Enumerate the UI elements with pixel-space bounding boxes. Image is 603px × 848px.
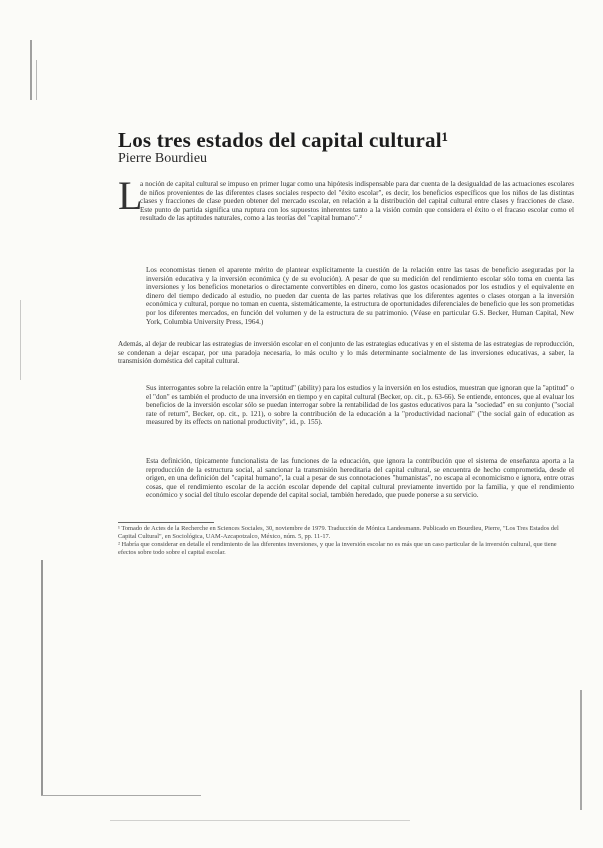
paragraph-text: Sus interrogantes sobre la relación entre la "aptitud" (ability) para los estudios y la inversión en los estudios, muestran que ignoran que la "aptitud" o el "don" es también el producto de una inversión en tiempo y en capital cultural (Becker, op. cit., p. 63-66). Se entiende, entonces, que al evaluar los beneficios de la inversión escolar sólo se puedan interrogar sobre la rentabilidad de los gastos educativos para la "sociedad" en su conjunto ("social rate of return", Becker, op. cit., p. 121), o sobre la contribución de la educación a la "productividad nacional" ("the social gain of education as measured by its effects on national productivity", id., p. 155). bbox=[146, 384, 574, 427]
scan-edge-mark bbox=[30, 40, 32, 100]
paragraph-text: Esta definición, típicamente funcionalista de las funciones de la educación, que ignora la contribución que el sistema de enseñanza aporta a la reproducción de la estructura social, al sancionar la transmisión hereditaria del capital cultural, se encuentra de hecho comprometida, desde el origen, en una definición del "capital humano", la cual a pesar de sus connotaciones "humanistas", no escapa al economicismo e ignora, entre otras cosas, que el rendimiento escolar de la acción escolar depende del capital cultural previamente invertido por la familia, y que el rendimiento económico y social del título escolar depende del capital social, también heredado, que puede ponerse a su servicio. bbox=[146, 457, 574, 500]
paragraph-indented-economists bbox=[146, 266, 574, 332]
paragraph-indented-aptitude bbox=[146, 384, 574, 454]
footnote: ¹ Tomado de Actes de la Recherche en Sciences Sociales, 30, noviembre de 1979. Traducción de Mónica Landesmann. Publicado en Bourdieu, Pierre, "Los Tres Estados del Capital Cultural", en Sociológica, UAM-Azcapotzalco, México, núm. 5, pp. 11-17. bbox=[118, 525, 559, 540]
scan-edge-mark bbox=[41, 795, 201, 796]
scan-edge-mark bbox=[41, 560, 43, 795]
paragraph-indented-definition bbox=[146, 457, 574, 517]
footnotes bbox=[118, 525, 574, 585]
paragraph-text: a noción de capital cultural se impuso en primer lugar como una hipótesis indispensable para dar cuenta de la desigualdad de las actuaciones escolares de niños provenientes de las diferentes clases sociales respecto del "éxito escolar", es decir, los beneficios específicos que los niños de las distintas clases y fracciones de clase pueden obtener del mercado escolar, en relación a la distribución del capital cultural entre clases y fracciones de clase. Este punto de partida significa una ruptura con los supuestos inherentes tanto a la visión común que considera el éxito o el fracaso escolar como el resultado de las aptitudes naturales, como a las teorías del "capital humano".² bbox=[140, 180, 574, 223]
paragraph-ademas bbox=[118, 340, 574, 376]
footnote-divider bbox=[118, 522, 214, 523]
paragraph-text: Además, al dejar de reubicar las estrategias de inversión escolar en el conjunto de las estrategias educativas y en el sistema de las estrategias de reproducción, se condenan a dejar escapar, por una paradoja necesaria, lo más oculto y lo más determinante socialmente de las inversiones educativas, a saber, la transmisión doméstica del capital cultural. bbox=[118, 340, 574, 366]
scan-edge-mark bbox=[580, 690, 582, 810]
drop-cap: L bbox=[118, 173, 143, 218]
article-title: Los tres estados del capital cultural¹ bbox=[118, 128, 449, 152]
scan-edge-mark bbox=[36, 60, 37, 100]
article-author: Pierre Bourdieu bbox=[118, 151, 208, 166]
paragraph-text: Los economistas tienen el aparente mérito de plantear explícitamente la cuestión de la relación entre las tasas de beneficio aseguradas por la inversión educativa y la inversión económica (y de su evolución). A pesar de que su medición del rendimiento escolar sólo toma en cuenta las inversiones y los beneficios monetarios o directamente convertibles en dinero, como los gastos ocasionados por los estudios y el equivalente en dinero del tiempo dedicado al estudio, no pueden dar cuenta de las partes relativas que los diferentes agentes o clases otorgan a la inversión económica y cultural, porque no toman en cuenta, sistemáticamente, la estructura de oportunidades diferenciales de beneficio que les son prometidas por los diferentes mercados, en función del volumen y de la estructura de su patrimonio. (Véase en particular G.S. Becker, Human Capital, New York, Columbia University Press, 1964.) bbox=[146, 266, 574, 326]
scan-edge-mark bbox=[20, 300, 21, 380]
paragraph-intro bbox=[140, 180, 574, 242]
scan-edge-mark bbox=[110, 820, 410, 821]
footnote: ² Habría que considerar en detalle el rendimiento de las diferentes inversiones, y que la inversión escolar no es más que un caso particular de la inversión cultural, que tiene efectos sobre todo sobre el capital escolar. bbox=[118, 541, 557, 556]
